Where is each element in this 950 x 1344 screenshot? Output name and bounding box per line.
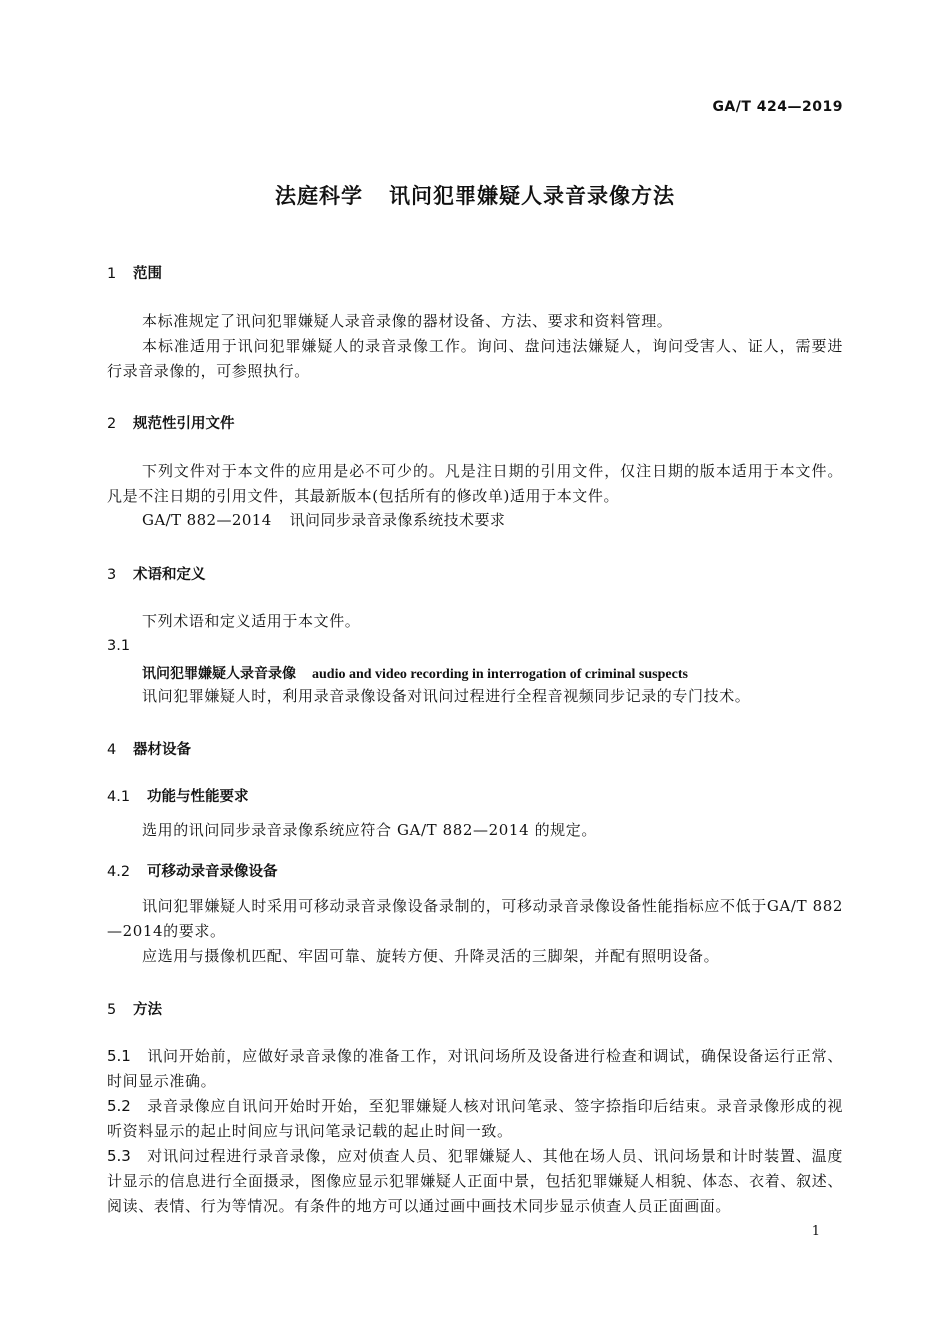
section-4-2-paragraph-2: 应选用与摄像机匹配、牢固可靠、旋转方便、升降灵活的三脚架，并配有照明设备。 bbox=[142, 947, 720, 965]
section-1-paragraph-1: 本标准规定了讯问犯罪嫌疑人录音录像的器材设备、方法、要求和资料管理。 bbox=[142, 312, 673, 330]
section-2-paragraph-1: 下列文件对于本文件的应用是必不可少的。凡是注日期的引用文件，仅注日期的版本适用于本文件。凡是不注日期的引用文件，其最新版本(包括所有的修改单)适用于本文件。 bbox=[107, 462, 843, 505]
reference-code: GA/T 882—2014 bbox=[142, 511, 272, 529]
title-part-2: 讯问犯罪嫌疑人录音录像方法 bbox=[389, 184, 675, 208]
section-1-heading: 1 范围 bbox=[107, 266, 162, 282]
section-4-heading: 4 器材设备 bbox=[107, 742, 191, 758]
term-entry bbox=[142, 663, 688, 683]
page-number: 1 bbox=[811, 1224, 820, 1239]
clause-5-1-number: 5.1 bbox=[107, 1047, 131, 1065]
term-definition: 讯问犯罪嫌疑人时，利用录音录像设备对讯问过程进行全程音视频同步记录的专门技术。 bbox=[142, 687, 751, 705]
clause-5-2-number: 5.2 bbox=[107, 1097, 131, 1115]
clause-5-1-text: 讯问开始前，应做好录音录像的准备工作，对讯问场所及设备进行检查和调试，确保设备运行正常、时间显示准确。 bbox=[107, 1047, 843, 1090]
section-4-1-paragraph: 选用的讯问同步录音录像系统应符合 GA/T 882—2014 的规定。 bbox=[142, 821, 597, 839]
title-part-1: 法庭科学 bbox=[275, 184, 363, 208]
section-5-heading: 5 方法 bbox=[107, 1002, 162, 1018]
standard-code: GA/T 424—2019 bbox=[712, 99, 843, 115]
clause-5-1 bbox=[107, 1044, 843, 1094]
section-4-2-paragraph-1: 讯问犯罪嫌疑人时采用可移动录音录像设备录制的，可移动录音录像设备性能指标应不低于GA/T 882—2014的要求。 bbox=[107, 897, 843, 940]
term-english: audio and video recording in interrogation of criminal suspects bbox=[312, 667, 688, 682]
document-title bbox=[0, 180, 950, 210]
section-4-2-heading: 4.2 可移动录音录像设备 bbox=[107, 864, 278, 880]
section-3-paragraph-1: 下列术语和定义适用于本文件。 bbox=[142, 612, 361, 630]
section-2-heading: 2 规范性引用文件 bbox=[107, 416, 235, 432]
section-4-1-heading: 4.1 功能与性能要求 bbox=[107, 789, 249, 805]
section-1-paragraph-2: 本标准适用于讯问犯罪嫌疑人的录音录像工作。询问、盘问违法嫌疑人，询问受害人、证人，需要进行录音录像的，可参照执行。 bbox=[107, 337, 843, 380]
term-number: 3.1 bbox=[107, 638, 131, 654]
clause-5-3-text: 对讯问过程进行录音录像，应对侦查人员、犯罪嫌疑人、其他在场人员、讯问场景和计时装置、温度计显示的信息进行全面摄录，图像应显示犯罪嫌疑人正面中景，包括犯罪嫌疑人相貌、体态、衣着、叙述、阅读、表情、行为等情况。有条件的地方可以通过画中画技术同步显示侦查人员正面画面。 bbox=[107, 1147, 843, 1215]
normative-reference bbox=[142, 509, 505, 530]
clause-5-2 bbox=[107, 1094, 843, 1144]
reference-title: 讯问同步录音录像系统技术要求 bbox=[289, 511, 506, 529]
clause-5-3 bbox=[107, 1144, 843, 1219]
term-chinese: 讯问犯罪嫌疑人录音录像 bbox=[142, 666, 296, 682]
clause-5-3-number: 5.3 bbox=[107, 1147, 131, 1165]
section-3-heading: 3 术语和定义 bbox=[107, 567, 206, 583]
clause-5-2-text: 录音录像应自讯问开始时开始，至犯罪嫌疑人核对讯问笔录、签字捺指印后结束。录音录像形成的视听资料显示的起止时间应与讯问笔录记载的起止时间一致。 bbox=[107, 1097, 843, 1140]
